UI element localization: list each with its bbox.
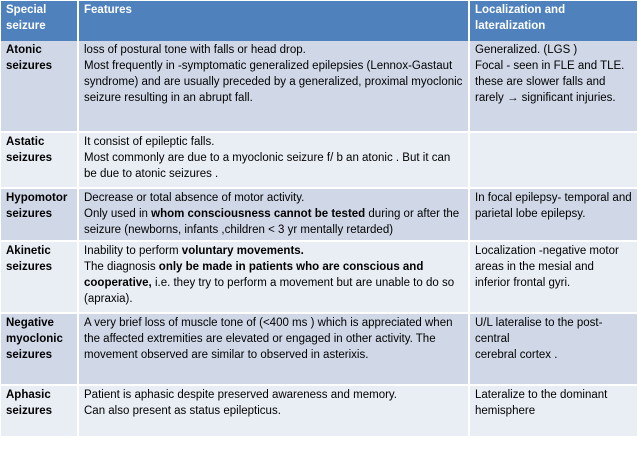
feature-text: i.e. they try to perform a movement but are unable to do so (apraxia).	[84, 277, 455, 305]
features-cell	[78, 41, 469, 132]
seizure-name: Astatic seizures	[1, 132, 78, 188]
header-special-seizure: Special seizure	[1, 1, 78, 41]
features-cell	[78, 313, 469, 385]
localization-text: significant injuries.	[518, 92, 616, 104]
seizure-name: Akinetic seizures	[1, 241, 78, 313]
feature-line: Can also present as status epilepticus.	[84, 405, 281, 417]
seizure-name: Hypomotor seizures	[1, 188, 78, 241]
feature-line: Most frequently in -symptomatic generalized epilepsies (Lennox-Gastaut syndrome) and are usually preceded by a generalized, proximal myoclonic seizure resulting in an abrupt fall.	[84, 60, 463, 104]
feature-line: Patient is aphasic despite preserved awareness and memory.	[84, 389, 398, 401]
header-row	[1, 1, 637, 41]
localization-line: Generalized. (LGS )	[475, 44, 578, 56]
table-row	[1, 132, 637, 188]
localization-line: Lateralize to the dominant hemisphere	[475, 389, 608, 417]
feature-emphasis: only be made in patients who are conscious and cooperative,	[84, 261, 424, 289]
localization-cell	[469, 132, 637, 188]
localization-cell	[469, 241, 637, 313]
localization-cell	[469, 41, 637, 132]
table-row	[1, 241, 637, 313]
feature-line: A very brief loss of muscle tone of (<400 ms ) which is appreciated when the affected extremities are elevated or engaged in other activity. The movement observed are similar to observed in asterixis.	[84, 317, 453, 361]
feature-line	[84, 206, 463, 238]
features-cell	[78, 132, 469, 188]
feature-line: Most commonly are due to a myoclonic seizure f/ b an atonic . But it can be due to atonic seizures .	[84, 152, 451, 180]
feature-line	[84, 259, 463, 307]
localization-line: U/L lateralise to the post-central	[475, 317, 603, 345]
feature-line: It consist of epileptic falls.	[84, 136, 215, 148]
feature-line	[84, 243, 463, 259]
seizure-table	[1, 1, 637, 438]
seizure-name: Aphasic seizures	[1, 385, 78, 437]
table-row	[1, 188, 637, 241]
feature-text: during or after the seizure (newborns, infants ,children < 3 yr mentally retarded)	[84, 208, 460, 236]
localization-line	[475, 90, 632, 106]
feature-text: Only used in	[84, 208, 152, 220]
localization-cell	[469, 188, 637, 241]
features-cell	[78, 188, 469, 241]
table-row	[1, 41, 637, 132]
feature-line: loss of postural tone with falls or head drop.	[84, 44, 306, 56]
features-cell	[78, 385, 469, 437]
localization-line: cerebral cortex .	[475, 349, 558, 361]
localization-text: rarely	[475, 92, 504, 104]
feature-line: Decrease or total absence of motor activity.	[84, 192, 305, 204]
features-cell	[78, 241, 469, 313]
localization-line: Focal - seen in FLE and TLE.	[475, 60, 625, 72]
feature-text: The diagnosis	[84, 261, 159, 273]
right-arrow-icon: →	[506, 92, 519, 104]
localization-cell	[469, 313, 637, 385]
feature-text: Inability to perform	[84, 245, 182, 257]
header-localization: Localization and lateralization	[469, 1, 637, 41]
table-row	[1, 385, 637, 437]
localization-line: these are slower falls and	[475, 76, 606, 88]
localization-line: In focal epilepsy- temporal and parietal lobe epilepsy.	[475, 192, 632, 220]
feature-emphasis: whom consciousness cannot be tested	[151, 208, 366, 220]
seizure-name: Negative myoclonic seizures	[1, 313, 78, 385]
feature-emphasis: voluntary movements.	[181, 245, 304, 257]
localization-line: Localization -negative motor areas in the mesial and inferior frontal gyri.	[475, 245, 619, 289]
localization-cell	[469, 385, 637, 437]
header-features: Features	[78, 1, 469, 41]
seizure-name: Atonic seizures	[1, 41, 78, 132]
table-row	[1, 313, 637, 385]
